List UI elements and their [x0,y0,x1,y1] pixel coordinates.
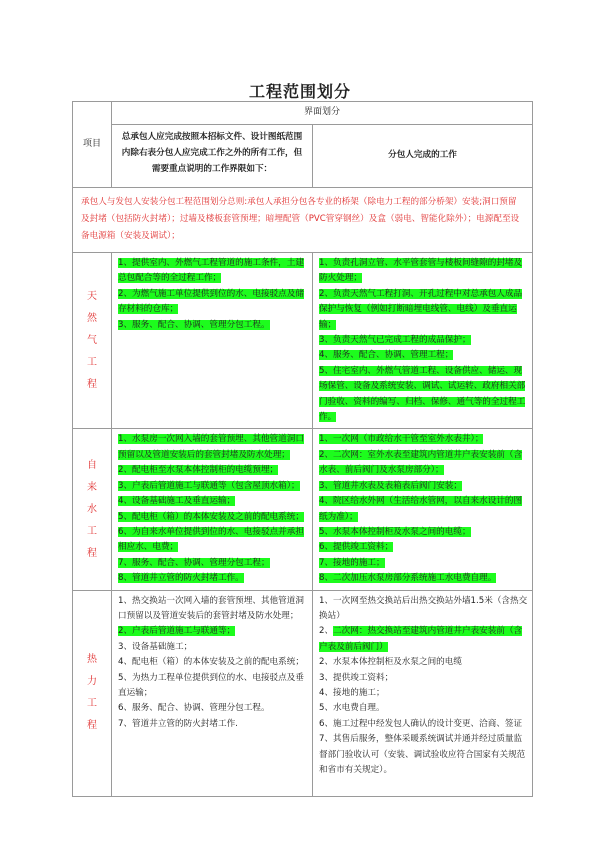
work-item [319,671,528,686]
item-header: 项目 [73,102,112,188]
work-item-text: 5、为热力工程单位提供到位的水、电接驳点及垂直运输； [118,672,304,698]
section-row [73,429,533,590]
subheader-row [73,125,533,188]
section-name-char: 程 [87,720,97,732]
section-name-char: 天 [87,290,97,302]
work-item-text: 6、为自来水单位提供到位的水、电接驳点并承担相应水、电费； [118,526,304,553]
work-item-text: 2、负责天然气工程打洞、开孔过程中对总承包人成品保护与恢复（例如打断暗埋电线管、电线）及垂直运输； [319,288,523,330]
work-item [118,701,308,716]
section-name-char: 工 [87,525,97,537]
general-contractor-header: 总承包人应完成按照本招标文件、设计图纸范围内除右表分包人应完成工作之外的所有工作，但需要重点说明的工作界限如下： [112,125,313,188]
work-item [118,318,308,333]
work-item [319,540,528,555]
work-item-text: 4、设备基础施工及垂直运输； [118,496,236,507]
section-name-char: 自 [87,459,97,471]
work-item [118,510,308,525]
section-name [73,253,112,429]
header-row [73,102,533,125]
section-name-char: 水 [87,503,97,515]
section-name-char: 力 [87,676,97,688]
work-item [118,463,308,478]
page-title: 工程范围划分 [248,82,351,101]
work-item [118,479,308,494]
work-item [319,448,528,479]
work-item-text: 1、热交换站一次网入墙的套管预埋、其他管道洞口预留以及管道安装后的套管封堵及防水处理； [118,595,304,621]
work-item [118,571,308,586]
work-item-text: 3、服务、配合、协调、管理分包工程。 [118,319,270,330]
work-item [319,655,528,670]
work-item-text: 4、接地的施工； [319,687,385,698]
work-item [319,686,528,701]
work-item-text: 5、住宅室内、外燃气管道工程、设备供应、储运、现场保管、设备及系统安装、调试、试运转、政府相关部门验收、资料的编写、归档、保修、通气等的全过程工作。 [319,365,526,423]
work-item-text: 4、服务、配合、协调、管理工程； [319,350,454,361]
work-item-text: 2、配电柜至水泵本体控制柜的电缆预埋； [118,465,279,476]
section-row [73,590,533,796]
work-item-part: 2、 [319,626,334,637]
work-item-part: 至建筑内管道井户表安装前（含户表及前后阀门） [319,626,523,652]
work-item [319,525,528,540]
work-item-text: 3、负责天然气已完成工程的成品保护； [319,335,471,346]
work-item-text: 7、服务、配合、协调、管理分包工程； [118,557,270,568]
work-item-text: 4、院区给水外网（生活给水管网，以自来水设计的图纸为准）； [319,496,523,522]
intro-row [73,188,533,253]
work-item [319,364,528,426]
work-item-text: 2、为燃气施工单位提供到位的水、电接驳点及储存材料的仓库； [118,288,304,315]
work-item [319,717,528,732]
section-name-char: 程 [87,547,97,559]
section-name [73,429,112,590]
work-item-text: 7、接地的施工； [319,557,385,568]
work-item [319,494,528,525]
subcontractor-work [313,429,533,590]
work-item [118,640,308,655]
subcontractor-work [313,253,533,429]
work-item-text: 6、服务、配合、协调、管理分包工程。 [118,703,270,714]
work-item-text: 6、提供竣工资料； [319,542,394,553]
work-item [118,432,308,463]
general-contractor-work [112,429,313,590]
general-contractor-work [112,253,313,429]
work-item [319,556,528,571]
work-item-text: 7、其售后服务，整体采暖系统调试并通并经过质量监督部门验收认可（安装、调试验收应符合国家有关规范和省市有关规定）。 [319,734,526,775]
work-item-text: 3、管道井水表及表箱表后阀门安装； [319,480,462,491]
work-item [319,701,528,716]
section-row [73,253,533,429]
work-item-text: 3、提供竣工资料； [319,672,394,683]
work-item-text: 3、户表后管道施工与联通等（包含屋顶水箱）； [118,480,300,491]
section-name [73,590,112,796]
general-contractor-work [112,590,313,796]
section-name-char: 工 [87,698,97,710]
work-item [118,287,308,318]
work-item [319,624,528,655]
work-item [118,494,308,509]
work-item-part: 二次网：热交换站 [333,626,402,637]
scope-table [72,101,533,797]
work-item [319,287,528,333]
work-item [319,432,528,447]
work-item-text: 2、水泵本体控制柜及水泵之间的电缆 [319,657,462,668]
work-item [118,655,308,670]
work-item [118,594,308,625]
section-name-char: 程 [87,378,97,390]
work-item [118,717,308,732]
section-name-char: 热 [87,654,97,666]
work-item-text: 1、一次网至热交换站后出热交换站外墙1.5米（含热交换站） [319,595,528,621]
work-item-text: 2、二次网：室外水表至建筑内管道井户表安装前（含水表、前后阀门及水泵房部分）； [319,449,523,476]
work-item-text: 2、户表后管道施工与联通等； [118,626,236,637]
work-item-text: 5、水泵本体控制柜及水泵之间的电缆； [319,526,471,537]
section-name-char: 来 [87,481,97,493]
subcontractor-header: 分包人完成的工作 [313,125,533,188]
work-item [118,256,308,287]
work-item [319,732,528,778]
work-item [118,624,308,639]
work-item-text: 1、提供室内、外燃气工程管道的施工条件，土建总包配合等的全过程工作； [118,258,304,284]
work-item-text: 3、设备基础施工； [118,641,193,652]
work-item [319,256,528,287]
subcontractor-work [313,590,533,796]
work-item [319,594,528,625]
work-item-text: 1、水泵房一次网入墙的套管预埋、其他管道洞口预留以及管道安装后的套管封堵及防水处理； [118,434,304,460]
work-item [118,525,308,556]
intro-text: 承包人与发包人安装分包工程范围划分总则:承包人承担分包各专业的桥架（除电力工程的部分桥架）安装;洞口预留及封堵（包括防火封堵）；过墙及楼板套管预埋；暗埋配管（PVC管穿钢丝）及盒（弱电、智能化除外）；电源配至设备电源箱（安装及调试）； [73,188,533,253]
work-item-text: 4、配电柜（箱）的本体安装及之前的配电系统； [118,657,304,668]
section-name-char: 然 [87,312,97,324]
work-item-text: 6、施工过程中经发包人确认的设计变更、洽商、签证 [319,718,523,729]
work-item [319,333,528,348]
work-item-text: 1、一次网（市政给水干管至室外水表井）； [319,434,484,445]
division-header: 界面划分 [112,102,533,125]
work-item [118,556,308,571]
work-item [319,571,528,586]
work-item-text: 1、负责孔洞立管、水平管套管与楼板间缝隙的封堵及防火处理； [319,258,523,284]
work-item-text: 8、管道井立管的防火封堵工作。 [118,573,244,584]
work-item-text: 5、水电费自理。 [319,703,385,714]
work-item-text: 7、管道井立管的防火封堵工作. [118,718,238,729]
work-item-text: 5、配电柜（箱）的本体安装及之前的配电系统； [118,511,304,522]
work-item [319,348,528,363]
work-item [319,479,528,494]
work-item [118,671,308,702]
section-name-char: 气 [87,334,97,346]
work-item-text: 8、二次加压水泵房部分系统施工水电费自理。 [319,573,497,584]
section-name-char: 工 [87,356,97,368]
